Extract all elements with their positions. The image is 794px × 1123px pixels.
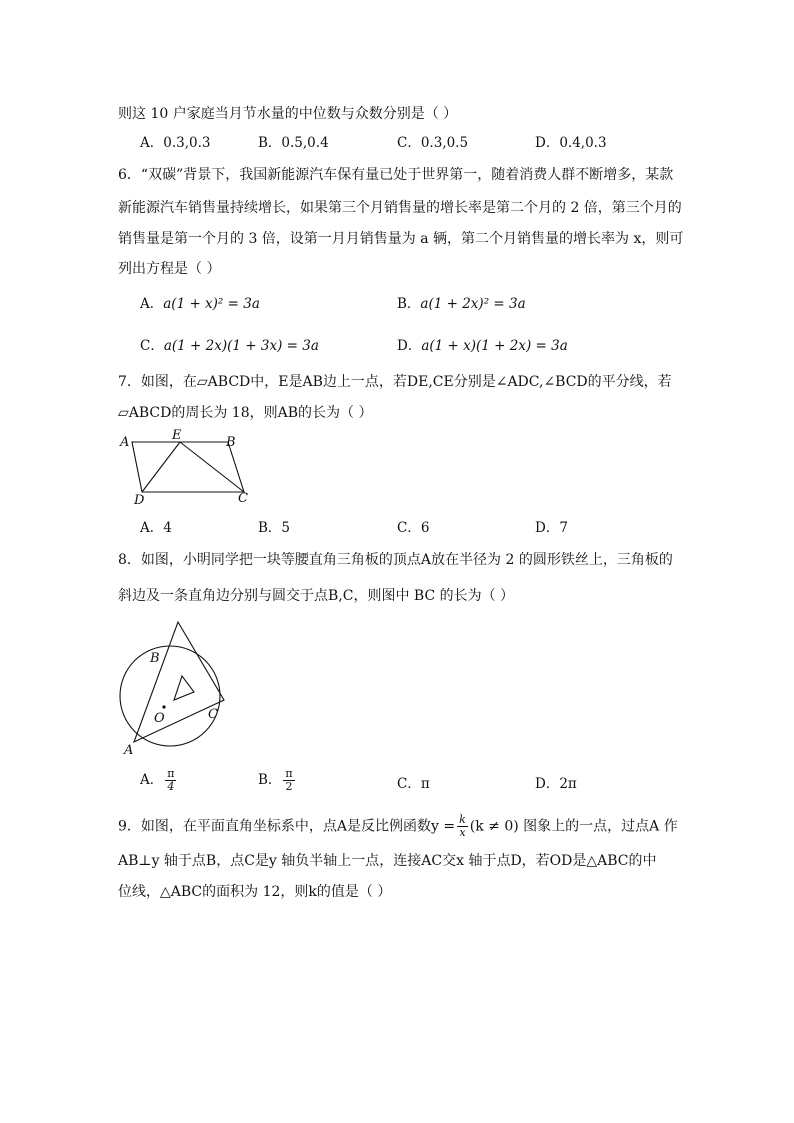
q7-option-a[interactable] <box>140 518 172 538</box>
option-text: 0.5,0.4 <box>281 135 329 151</box>
option-formula: a(1 + x)(1 + 2x) = 3a <box>421 338 568 354</box>
q5-stem: 则这 10 户家庭当月节水量的中位数与众数分别是（ ） <box>118 106 458 122</box>
option-text: 0.3,0.3 <box>163 135 211 151</box>
q6-option-d[interactable] <box>397 336 568 356</box>
q6-option-c[interactable] <box>140 336 319 356</box>
q8-option-a[interactable] <box>140 768 178 793</box>
q8-option-d[interactable] <box>535 774 577 794</box>
option-letter: D． <box>535 776 560 792</box>
option-text: 6 <box>420 520 430 536</box>
q6-line-3: 销售量是第一个月的 3 倍，设第一月月销售量为 a 辆，第二个月销售量的增长率为 x，则可 <box>118 231 684 247</box>
option-letter: B． <box>258 135 282 151</box>
option-letter: A． <box>140 135 164 151</box>
q9-line-3: 位线，△ABC的面积为 12，则k的值是（ ） <box>118 884 392 900</box>
label-o: O <box>154 711 165 726</box>
q8-option-c[interactable] <box>397 774 430 794</box>
fraction-numerator: π <box>167 767 175 780</box>
set-square-outer <box>134 622 224 742</box>
q6-option-a[interactable] <box>140 294 260 314</box>
q7-option-c[interactable] <box>397 518 429 538</box>
option-letter: D． <box>397 338 422 354</box>
option-text: 5 <box>281 520 291 536</box>
segment-de <box>142 442 180 492</box>
set-square-inner-hole <box>174 676 194 700</box>
q8-line-1: 8．如图，小明同学把一块等腰直角三角板的顶点A放在半径为 2 的圆形铁丝上，三角板的 <box>118 552 673 568</box>
fraction-denominator: x <box>459 826 466 839</box>
q5-option-b[interactable] <box>258 133 329 153</box>
label-b: B <box>150 651 160 666</box>
label-c: C <box>208 707 218 722</box>
option-letter: B． <box>397 296 421 312</box>
fraction-pi-over-4 <box>165 768 176 793</box>
q9-line-1 <box>118 814 678 839</box>
q7-parallelogram-figure <box>118 428 258 508</box>
option-text: 7 <box>559 520 568 536</box>
q7-line-1: 7．如图，在▱ABCD中，E是AB边上一点，若DE,CE分别是∠ADC,∠BCD的平分线，若 <box>118 374 672 390</box>
option-letter: A． <box>140 296 164 312</box>
fraction-numerator: k <box>459 813 466 826</box>
q9-line-1-end: (k ≠ 0) 图象上的一点，过点A 作 <box>469 818 678 835</box>
q8-circle-triangle-figure <box>118 618 248 758</box>
option-letter: C． <box>397 135 421 151</box>
q6-option-b[interactable] <box>397 294 526 314</box>
q5-option-d[interactable] <box>535 133 607 153</box>
option-letter: D． <box>535 520 560 536</box>
option-text: 2π <box>559 776 577 792</box>
label-d: D <box>134 493 145 508</box>
center-point-o <box>162 705 165 708</box>
q5-option-c[interactable] <box>397 133 468 153</box>
option-letter: C． <box>140 338 164 354</box>
option-formula: a(1 + 2x)² = 3a <box>420 296 526 312</box>
fraction-denominator: 2 <box>285 780 293 793</box>
option-letter: B． <box>258 772 282 788</box>
option-letter: D． <box>535 135 560 151</box>
fraction-k-over-x <box>457 814 468 839</box>
q7-line-2: ▱ABCD的周长为 18，则AB的长为（ ） <box>118 405 373 421</box>
label-a: A <box>124 743 134 758</box>
q9-line-2: AB⊥y 轴于点B，点C是y 轴负半轴上一点，连接AC交x 轴于点D，若OD是△ABC的中 <box>118 853 657 869</box>
option-formula: a(1 + 2x)(1 + 3x) = 3a <box>163 338 319 354</box>
q6-line-4: 列出方程是（ ） <box>118 261 221 277</box>
label-a: A <box>120 435 130 450</box>
q6-line-2: 新能源汽车销售量持续增长，如果第三个月销售量的增长率是第二个月的 2 倍，第三个月的 <box>118 200 682 216</box>
circle-o <box>120 646 220 746</box>
q7-option-b[interactable] <box>258 518 290 538</box>
label-b: B <box>226 435 236 450</box>
option-letter: A． <box>140 520 164 536</box>
option-text: 0.4,0.3 <box>559 135 607 151</box>
q9-line-1-start: 9．如图，在平面直角坐标系中，点A是反比例函数y = <box>118 818 456 835</box>
option-text: 0.3,0.5 <box>420 135 469 151</box>
label-e: E <box>172 428 182 443</box>
q8-option-b[interactable] <box>258 768 297 793</box>
option-text: 4 <box>163 520 172 536</box>
fraction-denominator: 4 <box>167 780 175 793</box>
option-letter: C． <box>397 776 421 792</box>
option-letter: A． <box>140 772 164 788</box>
option-letter: C． <box>397 520 421 536</box>
fraction-numerator: π <box>285 767 293 780</box>
q6-line-1: 6．“双碳”背景下，我国新能源汽车保有量已处于世界第一，随着消费人群不断增多，某款 <box>118 167 674 183</box>
option-formula: a(1 + x)² = 3a <box>163 296 260 312</box>
option-text: π <box>420 776 430 792</box>
q8-line-2: 斜边及一条直角边分别与圆交于点B,C，则图中 BC 的长为（ ） <box>118 588 515 604</box>
q7-option-d[interactable] <box>535 518 568 538</box>
label-c: C <box>238 491 248 506</box>
fraction-pi-over-2 <box>283 768 294 793</box>
q5-option-a[interactable] <box>140 133 210 153</box>
option-letter: B． <box>258 520 282 536</box>
